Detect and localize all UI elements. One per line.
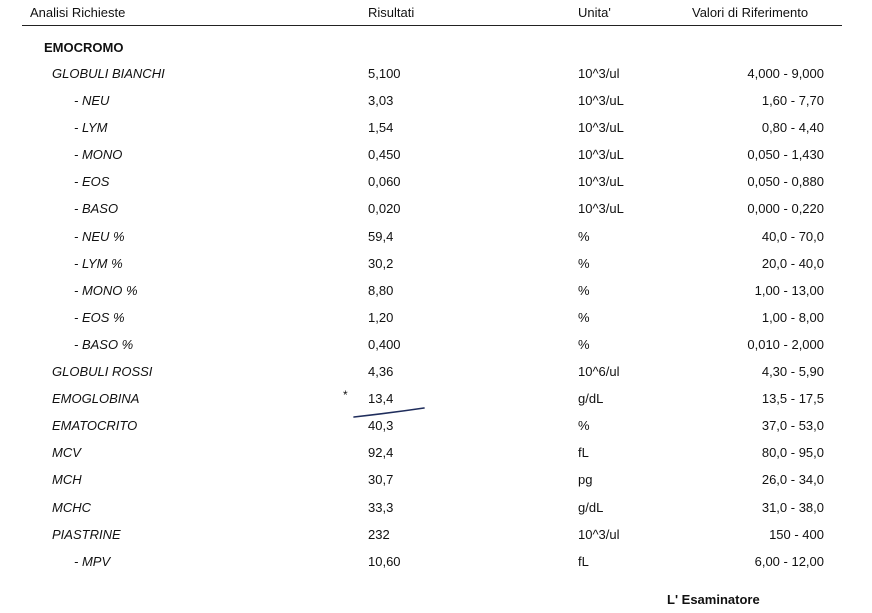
- table-row: [0, 441, 872, 468]
- header-valori-riferimento: Valori di Riferimento: [692, 5, 809, 20]
- reference-range: 150 - 400: [769, 526, 824, 542]
- test-result: 4,36: [368, 364, 394, 380]
- test-unit: 10^3/uL: [578, 174, 624, 190]
- header-unita: Unita': [578, 5, 611, 20]
- test-result: 59,4: [368, 228, 394, 244]
- reference-range: 13,5 - 17,5: [761, 391, 824, 407]
- test-unit: %: [578, 282, 590, 298]
- test-result: 1,54: [368, 120, 394, 136]
- table-row: [0, 360, 872, 387]
- results-table: [0, 62, 872, 577]
- test-unit: g/dL: [578, 499, 604, 515]
- test-unit: 10^3/uL: [578, 147, 624, 163]
- reference-range: 1,60 - 7,70: [761, 93, 824, 109]
- reference-range: 1,00 - 8,00: [761, 309, 824, 325]
- reference-range: 0,80 - 4,40: [761, 120, 824, 136]
- table-row: [0, 496, 872, 523]
- test-result: 8,80: [368, 282, 394, 298]
- test-unit: %: [578, 255, 590, 271]
- test-result: 13,4: [368, 391, 394, 407]
- test-name: - NEU %: [74, 228, 125, 244]
- reference-range: 1,00 - 13,00: [754, 282, 824, 298]
- test-result: 3,03: [368, 93, 394, 109]
- test-unit: g/dL: [578, 391, 604, 407]
- reference-range: 0,050 - 1,430: [747, 147, 824, 163]
- test-name: PIASTRINE: [52, 526, 121, 542]
- table-row: [0, 225, 872, 252]
- test-result: 232: [368, 526, 390, 542]
- table-row: [0, 170, 872, 197]
- table-header: [0, 0, 872, 26]
- test-name: - MONO %: [74, 282, 138, 298]
- test-result: 92,4: [368, 445, 394, 461]
- reference-range: 37,0 - 53,0: [761, 418, 824, 434]
- reference-range: 4,000 - 9,000: [747, 66, 824, 81]
- table-row: [0, 333, 872, 360]
- test-result: 0,400: [368, 336, 401, 352]
- test-unit: 10^3/uL: [578, 201, 624, 217]
- reference-range: 80,0 - 95,0: [761, 445, 824, 461]
- reference-range: 26,0 - 34,0: [761, 472, 824, 488]
- table-row: [0, 414, 872, 441]
- table-row: [0, 279, 872, 306]
- test-unit: %: [578, 418, 590, 434]
- table-row: [0, 89, 872, 116]
- header-risultati: Risultati: [368, 5, 415, 20]
- test-unit: fL: [578, 553, 589, 569]
- test-name: MCHC: [52, 499, 91, 515]
- test-name: GLOBULI ROSSI: [52, 364, 153, 380]
- test-result: 0,450: [368, 147, 401, 163]
- table-row: [0, 116, 872, 143]
- test-unit: 10^3/ul: [578, 526, 620, 542]
- test-name: - MONO: [74, 147, 123, 163]
- table-row: [0, 252, 872, 279]
- test-name: - EOS %: [74, 309, 125, 325]
- table-row: [0, 197, 872, 224]
- reference-range: 6,00 - 12,00: [754, 553, 824, 569]
- test-name: GLOBULI BIANCHI: [52, 66, 165, 81]
- test-unit: 10^3/uL: [578, 93, 624, 109]
- test-result: 10,60: [368, 553, 401, 569]
- test-result: 5,100: [368, 66, 401, 81]
- test-unit: pg: [578, 472, 593, 488]
- test-unit: fL: [578, 445, 589, 461]
- table-row: [0, 143, 872, 170]
- test-unit: 10^6/ul: [578, 364, 620, 380]
- test-name: EMOGLOBINA: [52, 391, 140, 407]
- reference-range: 0,000 - 0,220: [747, 201, 824, 217]
- table-row: [0, 523, 872, 550]
- reference-range: 31,0 - 38,0: [761, 499, 824, 515]
- reference-range: 0,010 - 2,000: [747, 336, 824, 352]
- table-row: [0, 468, 872, 495]
- test-name: - NEU: [74, 93, 110, 109]
- test-result: 40,3: [368, 418, 394, 434]
- table-row: [0, 62, 872, 89]
- test-result: 0,020: [368, 201, 401, 217]
- test-name: EMATOCRITO: [52, 418, 138, 434]
- table-row: [0, 387, 872, 414]
- test-name: - MPV: [74, 553, 111, 569]
- test-name: MCH: [52, 472, 82, 488]
- test-result: 1,20: [368, 309, 394, 325]
- test-name: - BASO: [74, 201, 119, 217]
- test-name: - LYM %: [74, 255, 123, 271]
- test-name: - LYM: [74, 120, 108, 136]
- header-divider: [22, 25, 842, 26]
- reference-range: 0,050 - 0,880: [747, 174, 824, 190]
- test-result: 30,7: [368, 472, 394, 488]
- test-unit: %: [578, 228, 590, 244]
- test-name: - EOS: [74, 174, 110, 190]
- reference-range: 20,0 - 40,0: [761, 255, 824, 271]
- reference-range: 40,0 - 70,0: [761, 228, 824, 244]
- test-unit: %: [578, 309, 590, 325]
- test-name: MCV: [52, 445, 81, 461]
- test-name: - BASO %: [74, 336, 134, 352]
- test-result: 0,060: [368, 174, 401, 190]
- test-result: 30,2: [368, 255, 394, 271]
- abnormal-flag: *: [343, 388, 348, 403]
- reference-range: 4,30 - 5,90: [761, 364, 824, 380]
- table-row: [0, 306, 872, 333]
- section-title: EMOCROMO: [44, 40, 124, 55]
- header-analisi: Analisi Richieste: [30, 5, 126, 20]
- test-result: 33,3: [368, 499, 394, 515]
- test-unit: %: [578, 336, 590, 352]
- table-row: [0, 550, 872, 577]
- signer-label: L' Esaminatore: [667, 592, 760, 607]
- test-unit: 10^3/uL: [578, 120, 624, 136]
- test-unit: 10^3/ul: [578, 66, 620, 81]
